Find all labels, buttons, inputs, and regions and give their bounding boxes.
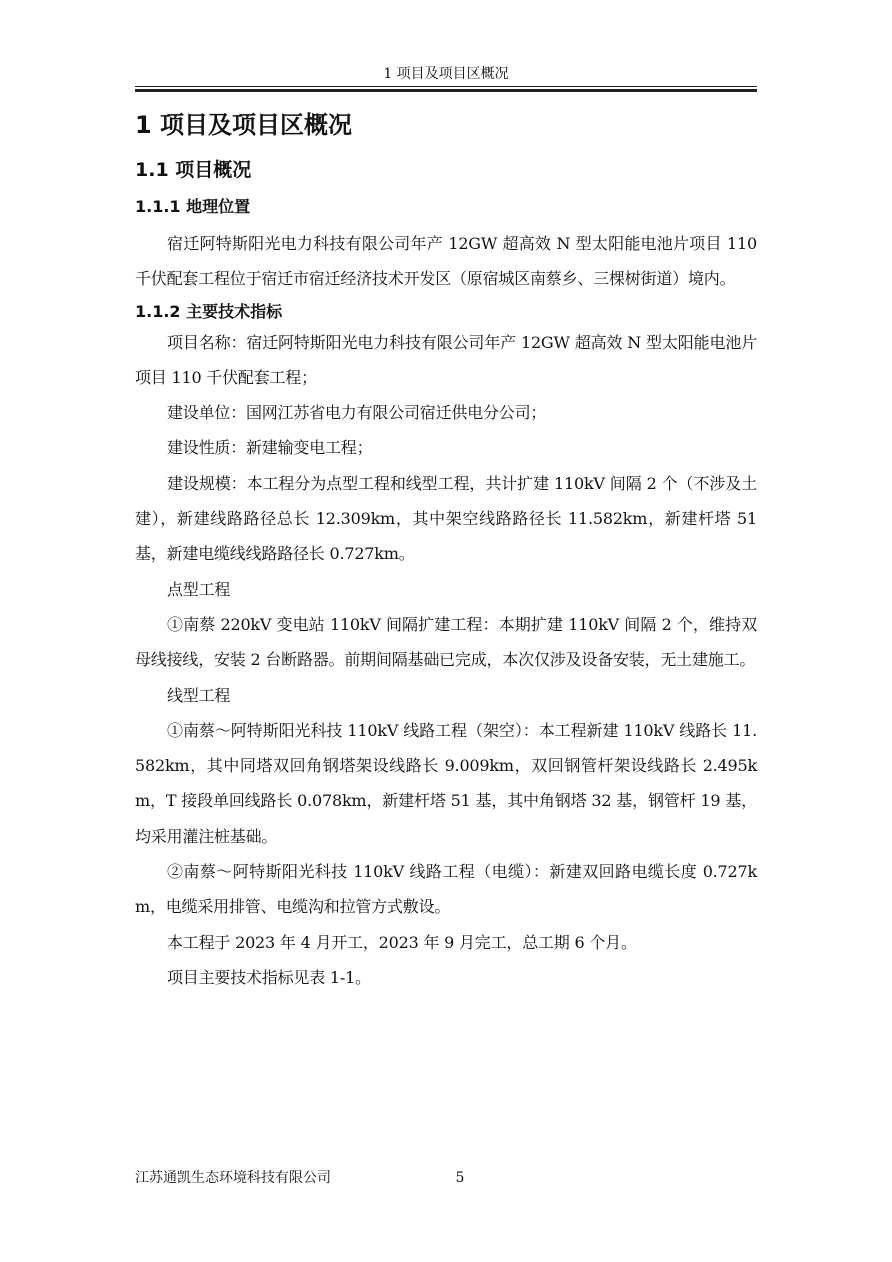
paragraph-builder: 建设单位：国网江苏省电力有限公司宿迁供电分公司；	[167, 403, 547, 423]
paragraph-table-reference: 项目主要技术指标见表 1-1。	[167, 967, 371, 987]
paragraph-line-project-heading: 线型工程	[167, 685, 231, 705]
header-rule-thick	[135, 89, 757, 92]
paragraph-schedule: 本工程于 2023 年 4 月开工，2023 年 9 月完工，总工期 6 个月。	[167, 932, 637, 952]
section-title: 1.1 项目概况	[135, 159, 252, 181]
page-number: 5	[455, 1170, 465, 1186]
paragraph-nature: 建设性质：新建输变电工程；	[167, 438, 373, 458]
chapter-title: 1 项目及项目区概况	[135, 111, 353, 139]
running-header: 1 项目及项目区概况	[383, 66, 509, 82]
paragraph-scale: 建设规模：本工程分为点型工程和线型工程，共计扩建 110kV 间隔 2 个（不涉及土建），新建线路路径总长 12.309km，其中架空线路路径长 11.582km，新建杆塔 51 基，新建电缆线线路路径长 0.727km。	[135, 473, 757, 564]
paragraph-overhead-line: ①南蔡～阿特斯阳光科技 110kV 线路工程（架空）：本工程新建 110kV 线路长 11.582km，其中同塔双回角钢塔架设线路长 9.009km，双回钢管杆架设线路长 2.495km，T 接段单回线路长 0.078km，新建杆塔 51 基，其中角钢塔 32 基，钢管杆 19 基，均采用灌注桩基础。	[135, 720, 757, 846]
subsection-title-indicators: 1.1.2 主要技术指标	[135, 301, 283, 321]
paragraph-point-project-heading: 点型工程	[167, 579, 231, 599]
paragraph-substation-expansion: ①南蔡 220kV 变电站 110kV 间隔扩建工程：本期扩建 110kV 间隔 2 个，维持双母线接线，安装 2 台断路器。前期间隔基础已完成，本次仅涉及设备安装，无土建施工。	[135, 614, 757, 670]
header-rule-thin	[135, 86, 757, 87]
page-body	[135, 108, 757, 995]
subsection-title-location: 1.1.1 地理位置	[135, 197, 251, 216]
footer-company-name: 江苏通凯生态环境科技有限公司	[135, 1170, 331, 1186]
paragraph-cable-line: ②南蔡～阿特斯阳光科技 110kV 线路工程（电缆）：新建双回路电缆长度 0.727km，电缆采用排管、电缆沟和拉管方式敷设。	[135, 862, 757, 917]
paragraph-location: 宿迁阿特斯阳光电力科技有限公司年产 12GW 超高效 N 型太阳能电池片项目 110 千伏配套工程位于宿迁市宿迁经济技术开发区（原宿城区南蔡乡、三棵树街道）境内。	[135, 234, 757, 289]
paragraph-project-name: 项目名称：宿迁阿特斯阳光电力科技有限公司年产 12GW 超高效 N 型太阳能电池片项目 110 千伏配套工程；	[135, 332, 757, 387]
